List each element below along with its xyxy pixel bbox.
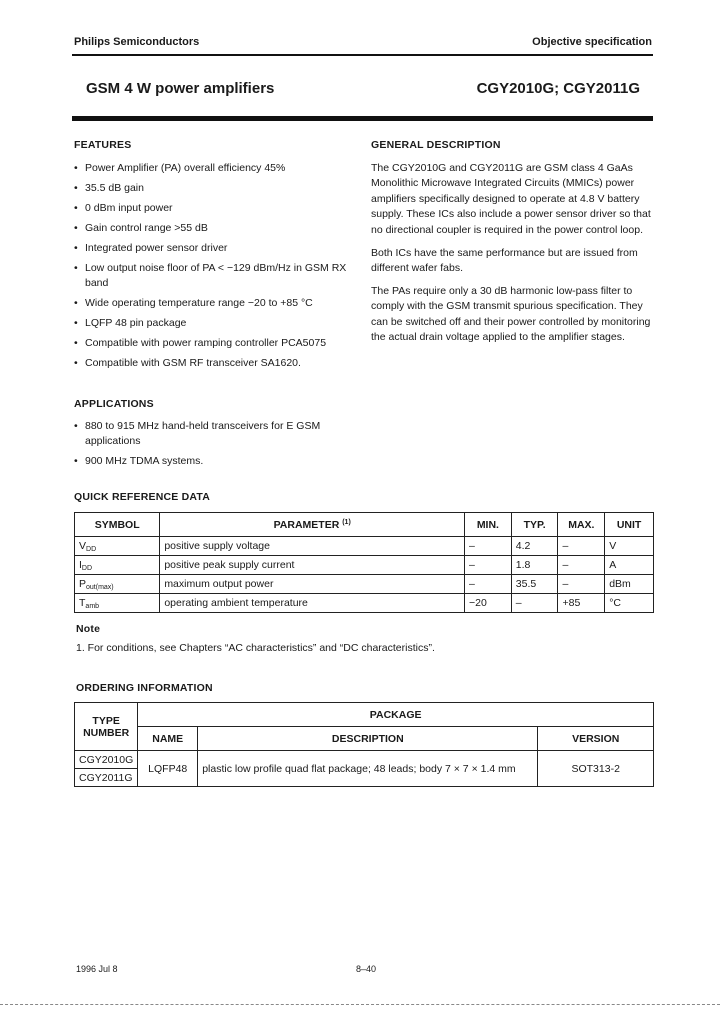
- feature-item: • 35.5 dB gain: [74, 182, 144, 194]
- header-divider: [72, 54, 653, 56]
- parameter-note-ref: (1): [342, 518, 351, 526]
- quick-reference-table: [74, 512, 654, 613]
- feature-item: • Compatible with GSM RF transceiver SA1620.: [74, 357, 301, 370]
- feature-item: • Compatible with power ramping controller PCA5075: [74, 337, 327, 350]
- table-row: [75, 575, 654, 594]
- typ-cell: 1.8: [511, 556, 558, 575]
- application-item: • 880 to 915 MHz hand-held transceivers for E GSM applications: [74, 420, 321, 448]
- unit-cell: A: [605, 556, 654, 575]
- max-cell: –: [558, 537, 605, 556]
- features-heading: FEATURES: [74, 139, 132, 151]
- col-header-name: NAME: [138, 727, 198, 751]
- part-numbers: CGY2010G; CGY2011G: [476, 80, 640, 97]
- col-header-unit: UNIT: [605, 513, 654, 537]
- unit-cell: °C: [605, 594, 654, 613]
- col-header-min: MIN.: [465, 513, 512, 537]
- document-status: Objective specification: [532, 36, 652, 48]
- feature-item: • Power Amplifier (PA) overall efficiency 45%: [74, 162, 286, 174]
- parameter-cell: positive peak supply current: [160, 556, 465, 575]
- col-header-typ: TYP.: [511, 513, 558, 537]
- col-header-description: DESCRIPTION: [198, 727, 538, 751]
- applications-list: [74, 419, 364, 474]
- footer-date: 1996 Jul 8: [76, 964, 118, 974]
- table-row: [75, 556, 654, 575]
- package-description-cell: plastic low profile quad flat package; 48 leads; body 7 × 7 × 1.4 mm: [198, 751, 538, 787]
- parameter-cell: positive supply voltage: [160, 537, 465, 556]
- table-row: [75, 751, 654, 769]
- feature-item: • Integrated power sensor driver: [74, 242, 228, 254]
- max-cell: +85: [558, 594, 605, 613]
- col-header-package: PACKAGE: [138, 703, 654, 727]
- col-header-version: VERSION: [538, 727, 654, 751]
- description-paragraph: The CGY2010G and CGY2011G are GSM class 4 GaAs Monolithic Microwave Integrated Circuits (MMICs) power amplifiers specifically designed to operate at 4.8 V battery supply. These ICs also include a power sensor driver so that no directional coupler is required in the power control loop.: [371, 162, 651, 236]
- parameter-cell: maximum output power: [160, 575, 465, 594]
- min-cell: −20: [465, 594, 512, 613]
- col-header-max: MAX.: [558, 513, 605, 537]
- company-name: Philips Semiconductors: [74, 36, 200, 48]
- features-list: [74, 161, 364, 376]
- symbol-cell: $I_{DD}$: [75, 556, 160, 575]
- title-divider: [72, 116, 653, 121]
- table-row: [75, 537, 654, 556]
- max-cell: –: [558, 575, 605, 594]
- feature-item: • LQFP 48 pin package: [74, 317, 187, 330]
- document-title: GSM 4 W power amplifiers: [86, 80, 275, 97]
- typ-cell: –: [511, 594, 558, 613]
- typ-cell: 4.2: [511, 537, 558, 556]
- feature-item: • Gain control range >55 dB: [74, 222, 208, 234]
- type-number-cell: CGY2010G: [75, 751, 138, 769]
- min-cell: –: [465, 575, 512, 594]
- feature-item: • Low output noise floor of PA < −129 dBm/Hz in GSM RX band: [74, 262, 347, 290]
- unit-cell: dBm: [605, 575, 654, 594]
- min-cell: –: [465, 537, 512, 556]
- footer-page-number: 8–40: [356, 964, 377, 974]
- package-name-cell: LQFP48: [138, 751, 198, 787]
- feature-item: • Wide operating temperature range −20 to +85 °C: [74, 297, 313, 310]
- ordering-heading: ORDERING INFORMATION: [76, 682, 213, 694]
- description-paragraph: The PAs require only a 30 dB harmonic low-pass filter to comply with the GSM transmit spurious specification. They can be switched off and their power controlled by monitoring the actual drain voltage applied to the amplifier stages.: [371, 284, 651, 344]
- description-paragraph: Both ICs have the same performance but are issued from different wafer fabs.: [371, 246, 638, 274]
- col-header-type-number: TYPE NUMBER: [75, 703, 138, 751]
- general-description-heading: GENERAL DESCRIPTION: [371, 139, 501, 151]
- package-version-cell: SOT313-2: [538, 751, 654, 787]
- type-number-cell: CGY2011G: [75, 769, 138, 787]
- note-text: 1. For conditions, see Chapters “AC characteristics” and “DC characteristics”.: [76, 642, 435, 654]
- parameter-cell: operating ambient temperature: [160, 594, 465, 613]
- quick-reference-heading: QUICK REFERENCE DATA: [74, 491, 211, 503]
- unit-cell: V: [605, 537, 654, 556]
- symbol-cell: $P_{out(max)}$: [75, 575, 160, 594]
- applications-heading: APPLICATIONS: [74, 398, 154, 410]
- page-edge-divider: [0, 1004, 720, 1005]
- general-description-body: [371, 161, 656, 353]
- col-header-parameter: PARAMETER $^{(1)}$: [160, 513, 465, 537]
- symbol-cell: $V_{DD}$: [75, 537, 160, 556]
- max-cell: –: [558, 556, 605, 575]
- typ-cell: 35.5: [511, 575, 558, 594]
- application-item: • 900 MHz TDMA systems.: [74, 455, 204, 468]
- col-header-symbol: SYMBOL: [75, 513, 160, 537]
- symbol-cell: $T_{amb}$: [75, 594, 160, 613]
- note-heading: Note: [76, 623, 101, 635]
- feature-item: • 0 dBm input power: [74, 202, 173, 214]
- table-row: [75, 594, 654, 613]
- ordering-table: [74, 702, 654, 787]
- min-cell: –: [465, 556, 512, 575]
